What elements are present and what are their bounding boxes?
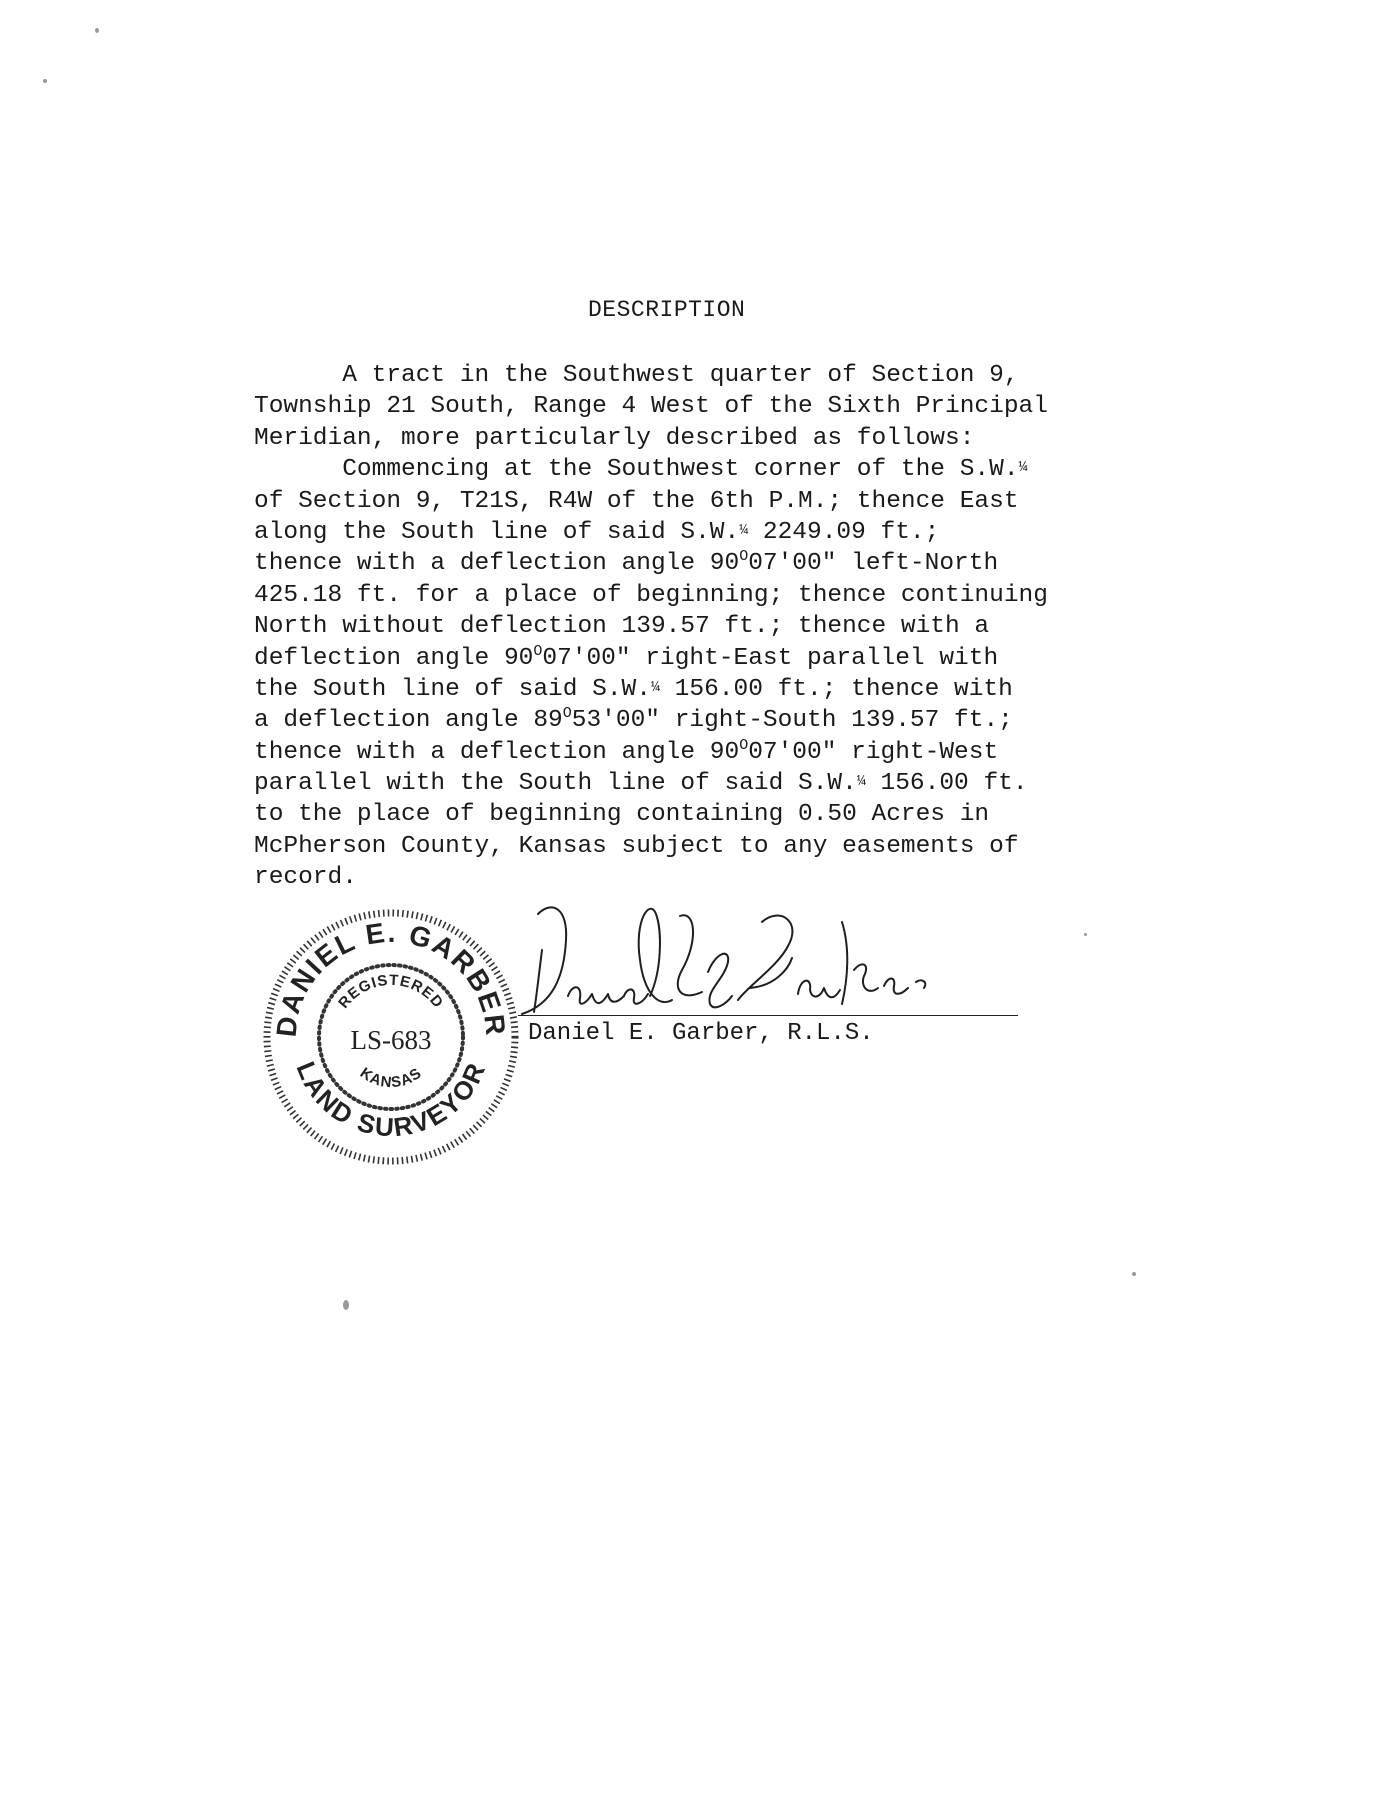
text-segment: record. — [254, 864, 357, 892]
scan-speck — [43, 79, 47, 83]
seal-name-text: DANIEL E. GARBER — [270, 916, 512, 1039]
text-segment: 425.18 ft. for a place of beginning; thence continuing — [254, 581, 1048, 609]
text-line — [254, 643, 1048, 674]
text-segment: North without deflection 139.57 ft.; thence with a — [254, 613, 990, 641]
degree-mark: O — [533, 642, 543, 660]
text-line — [254, 580, 1048, 611]
scan-speck — [1084, 933, 1087, 936]
text-segment: 156.00 ft. — [865, 770, 1028, 798]
legal-description — [254, 360, 1048, 894]
text-segment: 2249.09 ft.; — [748, 518, 940, 546]
document-heading: DESCRIPTION — [588, 297, 746, 323]
text-line — [254, 611, 1048, 642]
signature-line — [518, 1015, 1018, 1016]
quarter-fraction: ¼ — [856, 773, 866, 791]
text-segment: Commencing at the Southwest corner of the S.W. — [254, 456, 1019, 484]
text-line — [254, 391, 1048, 422]
handwritten-signature — [512, 900, 1022, 1020]
text-segment: deflection angle 90 — [254, 644, 534, 672]
text-line — [254, 454, 1048, 485]
scan-speck — [95, 28, 99, 33]
text-segment: along the South line of said S.W. — [254, 518, 740, 546]
text-segment: 07'00" right-West — [748, 738, 999, 766]
text-segment: the South line of said S.W. — [254, 675, 651, 703]
text-line — [254, 360, 1048, 391]
text-segment: parallel with the South line of said S.W. — [254, 770, 857, 798]
scan-speck — [1132, 1272, 1136, 1276]
degree-mark: O — [739, 548, 749, 566]
text-line — [254, 862, 1048, 893]
text-segment: McPherson County, Kansas subject to any easements of — [254, 832, 1019, 860]
text-line — [254, 674, 1048, 705]
signer-name: Daniel E. Garber, R.L.S. — [528, 1020, 874, 1047]
text-line — [254, 486, 1048, 517]
text-line — [254, 737, 1048, 768]
text-segment: of Section 9, T21S, R4W of the 6th P.M.; thence East — [254, 487, 1019, 515]
surveyor-seal — [262, 908, 520, 1166]
text-line — [254, 799, 1048, 830]
text-segment: thence with a deflection angle 90 — [254, 550, 740, 578]
text-line — [254, 548, 1048, 579]
seal-state-text: KANSAS — [356, 1064, 426, 1092]
seal-title-text: LAND SURVEYOR — [290, 1057, 492, 1143]
text-line — [254, 517, 1048, 548]
text-segment: thence with a deflection angle 90 — [254, 738, 740, 766]
scan-speck — [343, 1300, 349, 1310]
degree-mark: O — [739, 736, 749, 754]
text-segment: A tract in the Southwest quarter of Section 9, — [254, 362, 1019, 389]
text-segment: 53'00" right-South 139.57 ft.; — [571, 707, 1013, 735]
seal-license-number: LS-683 — [350, 1025, 432, 1055]
quarter-fraction: ¼ — [650, 678, 660, 696]
degree-mark: O — [562, 705, 572, 723]
text-line — [254, 831, 1048, 862]
quarter-fraction: ¼ — [1018, 459, 1028, 477]
text-segment: Township 21 South, Range 4 West of the Sixth Principal — [254, 393, 1048, 421]
text-segment: to the place of beginning containing 0.50 Acres in — [254, 801, 990, 829]
quarter-fraction: ¼ — [739, 521, 749, 539]
text-segment: 07'00" left-North — [748, 550, 999, 578]
text-segment: Meridian, more particularly described as follows: — [254, 424, 975, 452]
text-segment: a deflection angle 89 — [254, 707, 563, 735]
text-segment: 07'00" right-East parallel with — [542, 644, 999, 672]
text-line — [254, 423, 1048, 454]
seal-registered-text: REGISTERED — [335, 971, 447, 1012]
text-line — [254, 705, 1048, 736]
text-line — [254, 768, 1048, 799]
text-segment: 156.00 ft.; thence with — [659, 675, 1013, 703]
